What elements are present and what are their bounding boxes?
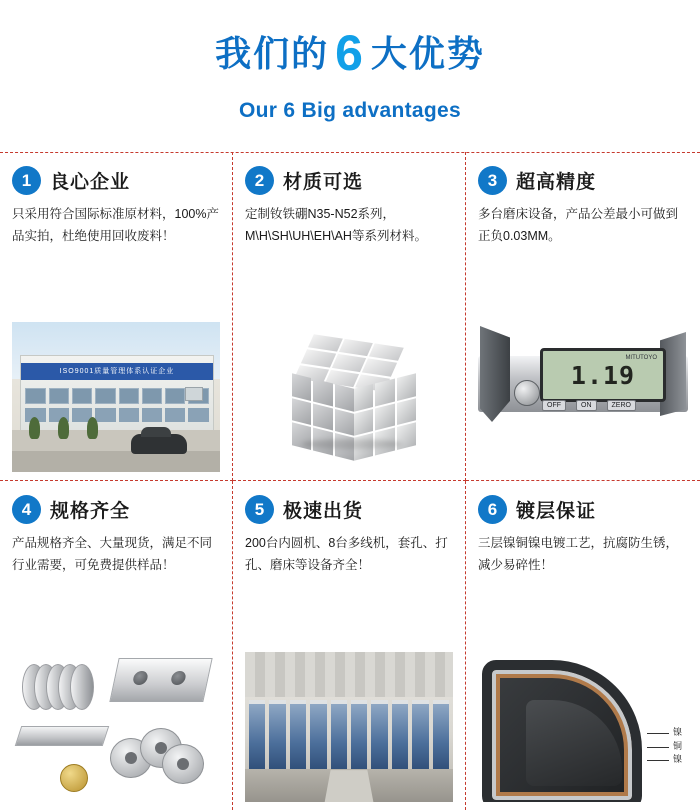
advantage-card-5 [233, 481, 466, 810]
page-title [0, 26, 700, 81]
digital-caliper-photo [478, 322, 688, 472]
air-conditioner-unit [185, 387, 203, 401]
factory-window-row-1 [25, 388, 208, 404]
advantage-4-header [12, 495, 220, 524]
ring-magnet-group [110, 728, 206, 786]
advantage-3-text: 多台磨床设备，产品公差最小可做到正负0.03MM。 [478, 207, 679, 243]
coin-for-scale [60, 764, 88, 792]
advantage-4-figure [12, 652, 220, 802]
advantage-6-title: 镀层保证 [516, 501, 597, 522]
factory-building [20, 355, 213, 432]
advantage-6-figure [478, 652, 688, 802]
tree-icon [87, 417, 98, 439]
workshop-aisle [325, 770, 373, 802]
advantage-5-text: 200台内圆机、8台多线机，套孔、打孔、磨床等设备齐全！ [245, 536, 448, 572]
factory-building-photo [12, 322, 220, 472]
workshop-machines-photo [245, 652, 453, 802]
caliper-button-on: ON [576, 400, 597, 411]
advantage-card-1 [0, 152, 233, 481]
advantage-1-title: 良心企业 [50, 172, 131, 193]
disc-magnet-stack [22, 664, 94, 710]
magnet-cube [274, 337, 424, 457]
block-magnet-bar [15, 726, 109, 746]
workshop-roof [245, 652, 453, 697]
assorted-magnets-photo [12, 652, 220, 802]
caliper-display [540, 348, 666, 402]
advantage-6-number-badge: 6 [478, 495, 507, 524]
advantage-5-number-badge: 5 [245, 495, 274, 524]
advantage-2-header [245, 166, 453, 195]
caliper-thumb-wheel [514, 380, 540, 406]
advantage-1-figure [12, 322, 220, 472]
advantage-1-number-badge: 1 [12, 166, 41, 195]
advantage-3-number-badge: 3 [478, 166, 507, 195]
advantage-card-6 [466, 481, 700, 810]
advantage-6-text: 三层镍铜镍电镀工艺，抗腐防生锈，减少易碎性！ [478, 536, 679, 572]
caliper-button-zero: ZERO [607, 400, 636, 411]
layer-label-copper: 铜 [647, 740, 682, 754]
advantage-card-2 [233, 152, 466, 481]
advantages-grid [0, 152, 700, 810]
advantage-6-header [478, 495, 688, 524]
advantage-2-figure [245, 322, 453, 472]
tree-icon [58, 417, 69, 439]
machine-row [245, 700, 453, 769]
advantage-3-figure [478, 322, 688, 472]
title-suffix: 大优势 [370, 33, 485, 74]
advantage-5-figure [245, 652, 453, 802]
parked-car [131, 434, 187, 454]
advantage-3-header [478, 166, 688, 195]
factory-road [12, 451, 220, 472]
magnet-cube-photo [245, 322, 453, 472]
title-number: 6 [335, 25, 365, 81]
advantage-2-text: 定制钕铁硼N35-N52系列，M\H\SH\UH\EH\AH等系列材料。 [245, 207, 427, 243]
factory-window-row-2 [25, 408, 208, 422]
advantage-3-title: 超高精度 [516, 172, 597, 193]
advantage-4-text: 产品规格齐全、大量现货，满足不同行业需要，可免费提供样品！ [12, 536, 213, 572]
page-subtitle: Our 6 Big advantages [239, 99, 461, 122]
advantage-2-number-badge: 2 [245, 166, 274, 195]
factory-banner-text: ISO9001质量管理体系认证企业 [21, 363, 212, 380]
advantage-4-title: 规格齐全 [50, 501, 131, 522]
coating-layers-diagram [478, 652, 688, 802]
caliper-brand-label: MITUTOYO [625, 355, 657, 361]
poster-header [0, 0, 700, 123]
advantage-1-header [12, 166, 220, 195]
caliper-buttons [542, 400, 636, 411]
layer-label-nickel-inner: 镍 [647, 753, 682, 767]
magnet-core [526, 700, 622, 786]
coating-cross-section [482, 660, 642, 802]
caliper-button-off: OFF [542, 400, 566, 411]
layer-label-nickel-outer: 镍 [647, 726, 682, 740]
coating-layer-labels [647, 726, 682, 767]
advantage-1-text: 只采用符合国际标准原材料，100%产品实拍，杜绝使用回收废料！ [12, 207, 219, 243]
advantage-2-title: 材质可选 [283, 172, 364, 193]
advantage-card-3 [466, 152, 700, 481]
caliper-reading: 1.19 [570, 360, 636, 390]
advantage-card-4 [0, 481, 233, 810]
cube-shadow [302, 439, 402, 449]
tree-icon [29, 417, 40, 439]
advantage-5-header [245, 495, 453, 524]
countersunk-plate-magnet [109, 658, 212, 702]
advantage-5-title: 极速出货 [283, 501, 364, 522]
advantage-4-number-badge: 4 [12, 495, 41, 524]
title-prefix: 我们的 [215, 33, 330, 74]
